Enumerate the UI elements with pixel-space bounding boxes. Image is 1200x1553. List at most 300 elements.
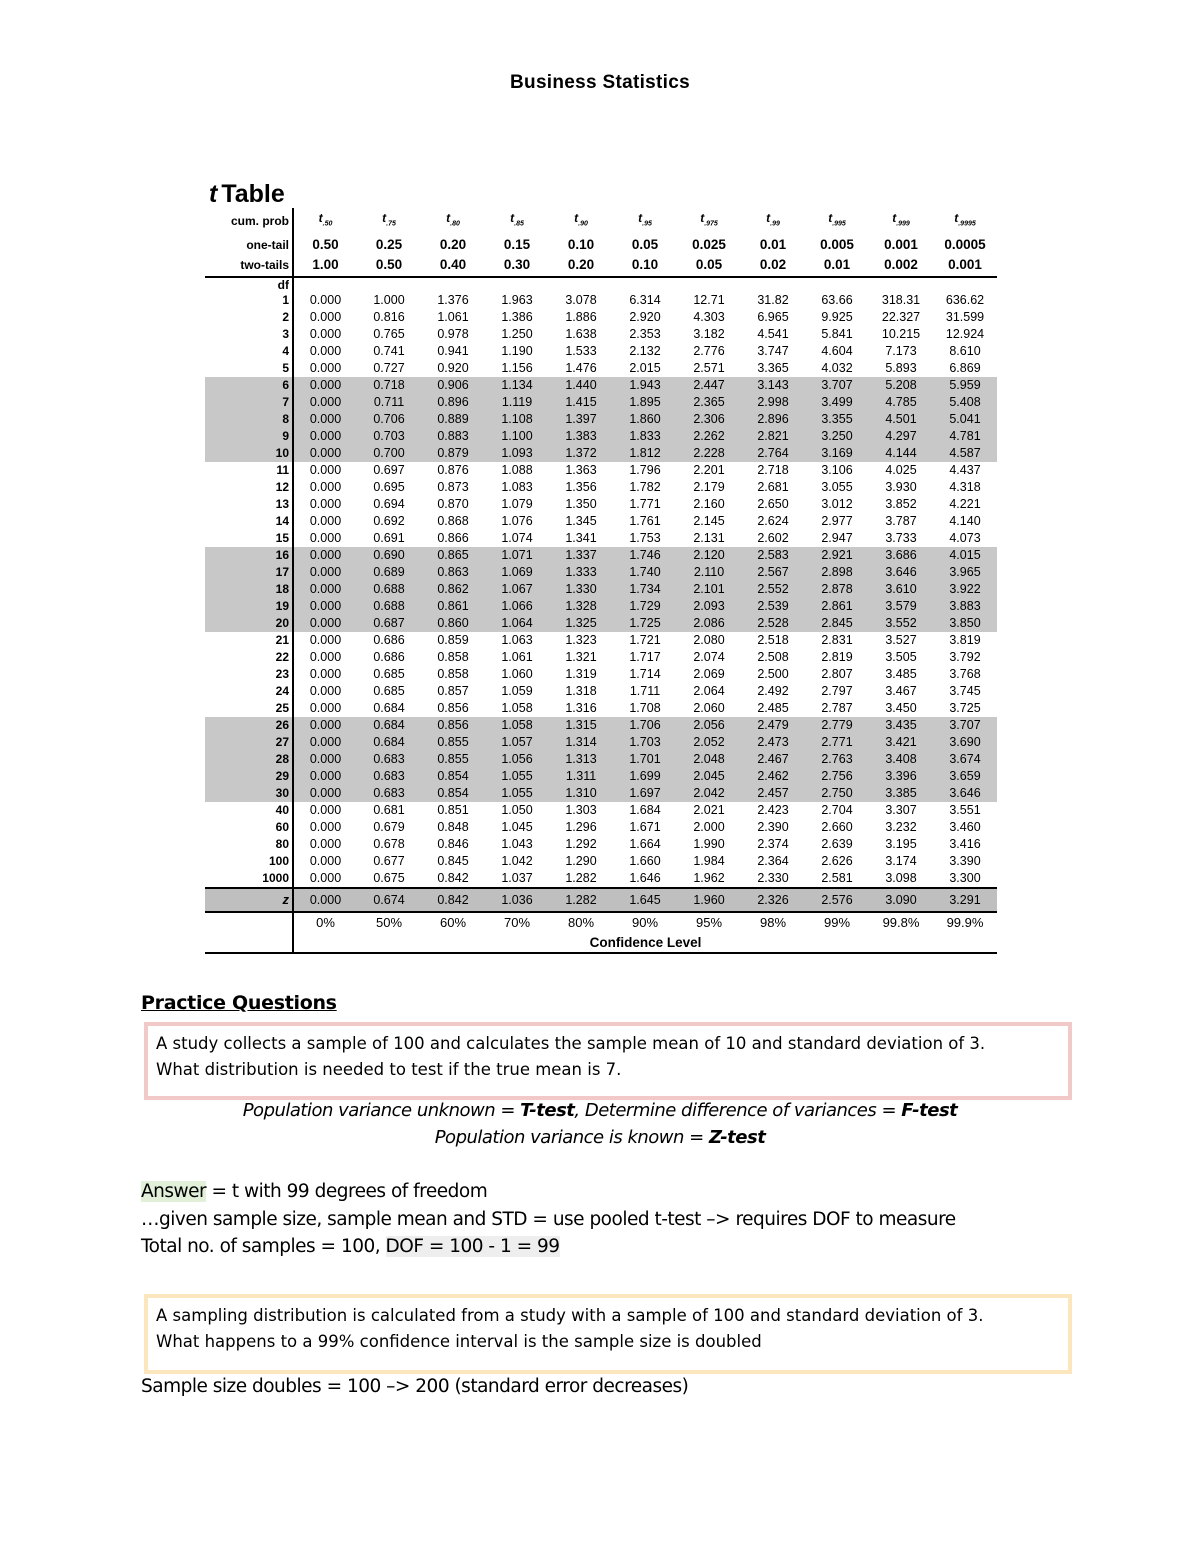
table-row (205, 360, 997, 377)
table-cell: 2.704 (821, 802, 853, 817)
z-row (205, 888, 997, 912)
table-cell: 2.861 (805, 598, 869, 615)
df-value: 2 (205, 309, 293, 326)
df-value: 29 (205, 768, 293, 785)
table-cell: 0.694 (373, 496, 405, 511)
table-cell: 0.000 (293, 768, 357, 785)
table-row (205, 632, 997, 649)
question-2-line-1: A sampling distribution is calculated from a study with a sample of 100 and standard deviation of 3. (156, 1306, 984, 1325)
df-header-blank (869, 277, 933, 292)
table-cell: 1.250 (501, 326, 533, 341)
table-cell: 2.120 (677, 547, 741, 564)
cum-prob-t: t (510, 211, 515, 225)
cum-prob-t: t (954, 211, 959, 225)
cum-prob-header (613, 208, 677, 235)
cum-prob-header (677, 208, 741, 235)
table-cell: 0.684 (357, 717, 421, 734)
table-cell: 0.000 (293, 785, 357, 802)
one-tail-value: 0.01 (759, 236, 787, 252)
table-cell: 2.681 (757, 479, 789, 494)
table-cell: 1.000 (373, 292, 405, 307)
table-cell: 2.060 (693, 700, 725, 715)
table-cell: 2.750 (805, 785, 869, 802)
table-row (205, 292, 997, 309)
cum-prob-subscript: .975 (704, 220, 718, 228)
table-cell: 3.355 (805, 411, 869, 428)
table-cell: 1.310 (549, 785, 613, 802)
table-cell: 2.571 (693, 360, 725, 375)
df-value: 60 (205, 819, 293, 836)
cum-prob-t: t (766, 211, 771, 225)
table-cell: 1.045 (501, 819, 533, 834)
table-cell: 0.000 (309, 309, 342, 324)
table-cell: 2.624 (757, 513, 789, 528)
table-cell: 1.337 (549, 547, 613, 564)
test-selection-hint-2 (0, 1127, 1200, 1148)
table-cell: 3.143 (741, 377, 805, 394)
df-value: 100 (205, 853, 293, 870)
table-cell: 2.807 (821, 666, 853, 681)
table-cell: 2.086 (677, 615, 741, 632)
table-cell: 0.718 (357, 377, 421, 394)
table-cell: 1.363 (565, 462, 597, 477)
table-cell: 1.345 (565, 513, 597, 528)
table-cell: 2.000 (693, 819, 725, 834)
table-row (205, 615, 997, 632)
table-cell: 0.000 (309, 700, 342, 715)
table-cell: 3.169 (805, 445, 869, 462)
table-cell: 1.108 (485, 411, 549, 428)
table-cell: 3.527 (885, 632, 917, 647)
table-cell: 0.687 (357, 615, 421, 632)
table-cell: 3.733 (885, 530, 917, 545)
table-cell: 2.479 (741, 717, 805, 734)
table-row (205, 377, 997, 394)
table-cell: 1.895 (613, 394, 677, 411)
table-cell: 0.711 (357, 394, 421, 411)
table-cell: 0.000 (293, 734, 357, 751)
table-cell: 0.883 (421, 428, 485, 445)
table-row (205, 666, 997, 683)
table-cell: 3.390 (949, 853, 981, 868)
table-cell: 1.088 (501, 462, 533, 477)
z-value: 1.645 (613, 888, 677, 912)
table-cell: 6.869 (949, 360, 981, 375)
table-cell: 1.711 (629, 683, 661, 698)
table-cell: 3.182 (693, 326, 725, 341)
table-cell: 2.878 (805, 581, 869, 598)
hint-known-text: Population variance is known = (434, 1127, 709, 1148)
table-cell: 2.660 (821, 819, 853, 834)
table-cell: 2.364 (757, 853, 789, 868)
table-cell: 1.316 (565, 700, 597, 715)
page-title: Business Statistics (510, 72, 690, 93)
df-value: 40 (205, 802, 293, 819)
table-cell: 1.315 (549, 717, 613, 734)
table-cell: 1.376 (437, 292, 469, 307)
table-row (205, 819, 997, 836)
df-value: 16 (205, 547, 293, 564)
df-header-blank (293, 277, 357, 292)
table-cell: 0.854 (421, 785, 485, 802)
table-cell: 1.156 (501, 360, 533, 375)
table-cell: 1.083 (501, 479, 533, 494)
table-cell: 2.581 (821, 870, 853, 885)
table-cell: 2.228 (677, 445, 741, 462)
table-cell: 2.920 (629, 309, 661, 324)
table-cell: 1.753 (629, 530, 661, 545)
table-cell: 0.855 (421, 734, 485, 751)
table-cell: 2.508 (757, 649, 789, 664)
table-row (205, 802, 997, 819)
confidence-value: 95% (695, 914, 723, 930)
table-cell: 0.683 (357, 785, 421, 802)
table-cell: 2.145 (693, 513, 725, 528)
df-value: 19 (205, 598, 293, 615)
table-cell: 2.306 (677, 411, 741, 428)
table-cell: 12.71 (693, 292, 725, 307)
table-cell: 2.787 (821, 700, 853, 715)
table-cell: 3.300 (949, 870, 981, 885)
table-cell: 1.079 (501, 496, 533, 511)
table-cell: 0.683 (357, 751, 421, 768)
table-cell: 1.066 (485, 598, 549, 615)
df-value: 12 (205, 479, 293, 496)
table-cell: 3.435 (869, 717, 933, 734)
table-cell: 1.638 (565, 326, 597, 341)
table-cell: 1.100 (485, 428, 549, 445)
table-cell: 3.792 (949, 649, 981, 664)
df-value: 7 (205, 394, 293, 411)
confidence-row (205, 912, 997, 933)
table-cell: 0.000 (309, 326, 342, 341)
table-row (205, 870, 997, 888)
one-tail-value: 0.0005 (944, 236, 986, 252)
table-cell: 3.195 (885, 836, 917, 851)
table-cell: 1.296 (565, 819, 597, 834)
table-cell: 3.250 (805, 428, 869, 445)
table-cell: 1.984 (693, 853, 725, 868)
table-row (205, 479, 997, 496)
answer-reason: …given sample size, sample mean and STD = use pooled t-test –> requires DOF to measure (141, 1209, 956, 1230)
table-cell: 2.821 (741, 428, 805, 445)
one-tail-value: 0.005 (820, 236, 854, 252)
table-row (205, 428, 997, 445)
table-cell: 3.922 (933, 581, 997, 598)
answer-total (141, 1236, 560, 1257)
table-cell: 2.353 (629, 326, 661, 341)
table-cell: 2.492 (757, 683, 789, 698)
df-header-blank (485, 277, 549, 292)
table-cell: 0.862 (421, 581, 485, 598)
table-cell: 0.727 (373, 360, 405, 375)
df-header-blank (741, 277, 805, 292)
table-cell: 1.071 (485, 547, 549, 564)
table-cell: 3.965 (933, 564, 997, 581)
table-row (205, 547, 997, 564)
table-cell: 0.000 (309, 802, 342, 817)
test-selection-hint-1 (0, 1100, 1200, 1121)
cum-prob-row (205, 208, 997, 235)
table-cell: 0.866 (437, 530, 469, 545)
table-cell: 3.745 (949, 683, 981, 698)
table-cell: 1.323 (565, 632, 597, 647)
table-row (205, 836, 997, 853)
df-value: 22 (205, 649, 293, 666)
table-cell: 1.962 (693, 870, 725, 885)
question-1-box (144, 1022, 1072, 1100)
table-cell: 0.000 (309, 292, 342, 307)
table-cell: 2.330 (757, 870, 789, 885)
table-cell: 1.833 (613, 428, 677, 445)
table-cell: 1.050 (501, 802, 533, 817)
table-cell: 0.865 (421, 547, 485, 564)
table-cell: 1.746 (613, 547, 677, 564)
table-cell: 1.729 (613, 598, 677, 615)
table-cell: 2.602 (757, 530, 789, 545)
table-cell: 1.664 (629, 836, 661, 851)
table-cell: 636.62 (945, 292, 985, 307)
table-cell: 1.321 (565, 649, 597, 664)
table-cell: 3.610 (869, 581, 933, 598)
table-cell: 1.708 (629, 700, 661, 715)
table-cell: 0.686 (373, 649, 405, 664)
table-cell: 2.462 (741, 768, 805, 785)
table-cell: 2.639 (821, 836, 853, 851)
table-row (205, 309, 997, 326)
question-2-box (144, 1294, 1072, 1374)
table-cell: 0.685 (373, 683, 405, 698)
table-cell: 1.886 (565, 309, 597, 324)
table-cell: 0.860 (421, 615, 485, 632)
one-tail-value: 0.10 (567, 236, 595, 252)
t-table-heading-t: t (209, 180, 218, 208)
one-tail-label: one-tail (205, 235, 293, 256)
two-tails-value: 0.30 (485, 255, 549, 277)
confidence-value: 99.9% (946, 914, 984, 930)
cum-prob-header (293, 208, 357, 235)
table-cell: 0.000 (293, 717, 357, 734)
table-cell: 1.063 (501, 632, 533, 647)
table-cell: 1.328 (549, 598, 613, 615)
table-cell: 5.041 (933, 411, 997, 428)
table-cell: 0.859 (437, 632, 469, 647)
table-cell: 2.110 (677, 564, 741, 581)
cum-prob-header (549, 208, 613, 235)
question-1-line-1: A study collects a sample of 100 and calculates the sample mean of 10 and standard deviation of 3. (156, 1034, 986, 1053)
table-row (205, 496, 997, 513)
table-cell: 0.000 (309, 462, 342, 477)
table-cell: 0.691 (373, 530, 405, 545)
table-cell: 2.021 (693, 802, 725, 817)
table-cell: 4.140 (949, 513, 981, 528)
table-row (205, 717, 997, 734)
table-row (205, 513, 997, 530)
table-cell: 3.499 (805, 394, 869, 411)
table-cell: 0.851 (437, 802, 469, 817)
table-cell: 4.015 (933, 547, 997, 564)
cum-prob-subscript: .50 (322, 220, 333, 228)
table-cell: 31.82 (757, 292, 789, 307)
table-cell: 2.819 (821, 649, 853, 664)
table-cell: 3.307 (885, 802, 917, 817)
t-table-heading-word: Table (221, 180, 285, 208)
table-cell: 2.718 (757, 462, 789, 477)
confidence-value: 99.8% (882, 914, 920, 930)
answer-total-prefix: Total no. of samples = 100, (141, 1236, 386, 1257)
table-row (205, 700, 997, 717)
df-value: 17 (205, 564, 293, 581)
table-cell: 1.646 (629, 870, 661, 885)
table-cell: 1.311 (549, 768, 613, 785)
table-cell: 3.416 (949, 836, 981, 851)
table-cell: 2.064 (693, 683, 725, 698)
cum-prob-t: t (700, 211, 705, 225)
table-cell: 1.190 (501, 343, 533, 358)
table-cell: 1.684 (629, 802, 661, 817)
two-tails-value: 0.001 (933, 255, 997, 277)
table-cell: 3.747 (757, 343, 789, 358)
table-row (205, 411, 997, 428)
table-cell: 0.000 (309, 530, 342, 545)
table-row (205, 683, 997, 700)
table-cell: 4.785 (869, 394, 933, 411)
table-cell: 1.059 (501, 683, 533, 698)
table-cell: 0.690 (357, 547, 421, 564)
table-cell: 0.000 (309, 649, 342, 664)
table-cell: 1.415 (549, 394, 613, 411)
table-cell: 4.604 (821, 343, 853, 358)
confidence-caption-spacer (205, 933, 293, 953)
table-cell: 0.700 (357, 445, 421, 462)
table-cell: 2.485 (757, 700, 789, 715)
table-cell: 0.000 (293, 598, 357, 615)
table-cell: 2.626 (821, 853, 853, 868)
df-value: 21 (205, 632, 293, 649)
table-cell: 22.327 (881, 309, 921, 324)
table-cell: 0.689 (357, 564, 421, 581)
table-cell: 2.797 (821, 683, 853, 698)
table-cell: 2.080 (693, 632, 725, 647)
table-cell: 1.699 (613, 768, 677, 785)
practice-questions-heading: Practice Questions (141, 992, 337, 1014)
table-cell: 0.000 (293, 445, 357, 462)
table-cell: 3.674 (933, 751, 997, 768)
confidence-value: 90% (631, 914, 659, 930)
table-cell: 2.650 (757, 496, 789, 511)
two-tails-value: 0.01 (805, 255, 869, 277)
table-cell: 5.893 (885, 360, 917, 375)
table-cell: 3.646 (933, 785, 997, 802)
table-cell: 3.552 (869, 615, 933, 632)
df-value: 27 (205, 734, 293, 751)
table-cell: 0.000 (309, 360, 342, 375)
table-cell: 2.423 (757, 802, 789, 817)
table-cell: 0.000 (293, 377, 357, 394)
table-row (205, 751, 997, 768)
table-cell: 0.677 (373, 853, 405, 868)
table-cell: 2.763 (805, 751, 869, 768)
table-cell: 8.610 (949, 343, 981, 358)
cum-prob-header (357, 208, 421, 235)
table-cell: 1.319 (565, 666, 597, 681)
table-cell: 2.947 (821, 530, 853, 545)
table-cell: 63.66 (821, 292, 853, 307)
table-cell: 0.858 (437, 666, 469, 681)
table-cell: 0.000 (293, 564, 357, 581)
table-cell: 2.052 (677, 734, 741, 751)
table-cell: 1.074 (501, 530, 533, 545)
table-cell: 0.854 (421, 768, 485, 785)
table-cell: 1.860 (613, 411, 677, 428)
table-cell: 1.533 (565, 343, 597, 358)
cum-prob-t: t (446, 211, 451, 225)
table-cell: 7.173 (885, 343, 917, 358)
table-cell: 3.485 (885, 666, 917, 681)
confidence-caption-row (205, 933, 997, 953)
table-cell: 0.000 (293, 581, 357, 598)
two-tails-value: 0.05 (677, 255, 741, 277)
table-cell: 4.144 (869, 445, 933, 462)
cum-prob-header (741, 208, 805, 235)
df-header-blank (421, 277, 485, 292)
question-1-line-2: What distribution is needed to test if the true mean is 7. (156, 1060, 622, 1079)
z-value: 3.291 (933, 888, 997, 912)
one-tail-value: 0.50 (312, 236, 339, 252)
t-distribution-table (205, 208, 997, 954)
two-tails-value: 0.002 (869, 255, 933, 277)
table-row (205, 581, 997, 598)
table-cell: 1.990 (693, 836, 725, 851)
table-cell: 3.579 (869, 598, 933, 615)
table-row (205, 462, 997, 479)
df-header-blank (805, 277, 869, 292)
table-cell: 1.093 (485, 445, 549, 462)
table-cell: 0.695 (373, 479, 405, 494)
table-cell: 12.924 (945, 326, 985, 341)
table-cell: 3.365 (757, 360, 789, 375)
table-cell: 4.501 (869, 411, 933, 428)
table-cell: 1.740 (613, 564, 677, 581)
table-cell: 2.093 (677, 598, 741, 615)
one-tail-value: 0.15 (503, 236, 531, 252)
table-cell: 1.714 (629, 666, 661, 681)
table-cell: 0.846 (437, 836, 469, 851)
table-cell: 2.457 (741, 785, 805, 802)
table-row (205, 853, 997, 870)
table-cell: 1.056 (485, 751, 549, 768)
hint-variances-text: , Determine difference of variances = (574, 1100, 902, 1121)
table-cell: 2.539 (741, 598, 805, 615)
cum-prob-t: t (828, 211, 833, 225)
table-cell: 0.000 (309, 496, 342, 511)
cum-prob-subscript: .75 (386, 220, 396, 228)
table-cell: 0.941 (437, 343, 469, 358)
table-cell: 0.765 (373, 326, 405, 341)
cum-prob-header (805, 208, 869, 235)
table-cell: 0.000 (309, 853, 342, 868)
table-cell: 1.290 (565, 853, 597, 868)
table-cell: 0.896 (421, 394, 485, 411)
cum-prob-subscript: .999 (896, 220, 910, 228)
table-cell: 5.841 (821, 326, 853, 341)
table-cell: 0.889 (421, 411, 485, 428)
df-value: 3 (205, 326, 293, 343)
df-value: 11 (205, 462, 293, 479)
table-row (205, 564, 997, 581)
table-row (205, 768, 997, 785)
table-cell: 4.587 (933, 445, 997, 462)
